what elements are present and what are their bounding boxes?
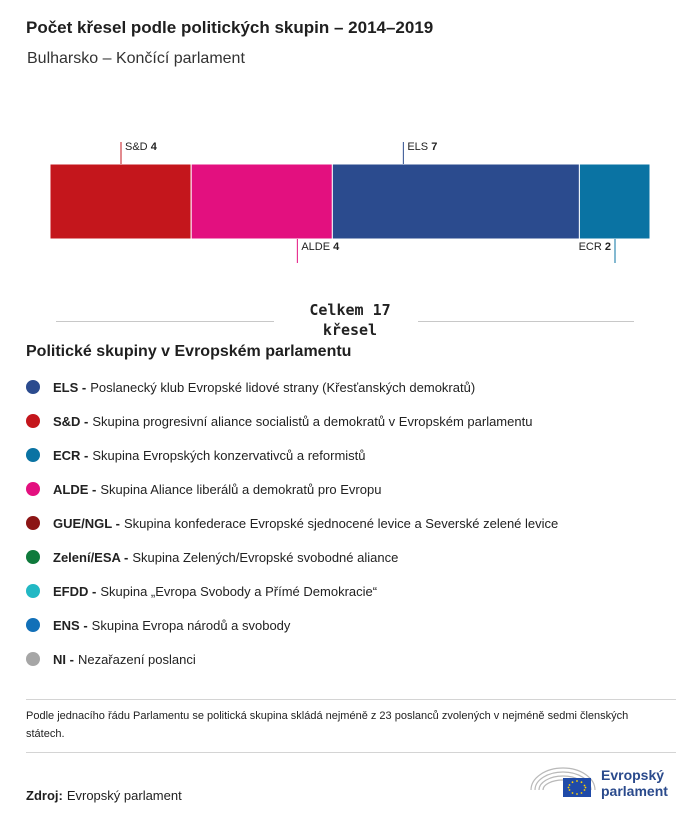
note-divider-bottom (26, 752, 676, 753)
source-label: Zdroj: (26, 788, 63, 803)
legend-dot-icon (26, 482, 40, 496)
legend-abbr: EFDD - (53, 583, 97, 599)
legend-item-alde (26, 472, 676, 506)
segment-label-s-d (125, 141, 158, 153)
legend-text: Nezařazení poslanci (77, 651, 196, 667)
source (26, 788, 182, 803)
legend-text: Skupina Zelených/Evropské svobodné aliance (132, 549, 399, 565)
legend-item-ens (26, 608, 676, 642)
total-label-line2: křesel (322, 321, 378, 339)
total-seats (0, 298, 700, 342)
legend-dot-icon (26, 414, 40, 428)
legend-dot-icon (26, 652, 40, 666)
legend-item-gue-ngl (26, 506, 676, 540)
logo-text-line2: parlament (601, 783, 668, 799)
legend-dot-icon (26, 380, 40, 394)
legend-text: Poslanecký klub Evropské lidové strany (Křesťanských demokratů) (90, 379, 476, 395)
legend (26, 370, 676, 676)
legend-text: Skupina konfederace Evropské sjednocené levice a Severské zelené levice (123, 515, 559, 531)
segment-label-alde (301, 241, 340, 253)
stacked-bar-chart (0, 120, 700, 280)
bar-segment-s-d (50, 164, 191, 239)
segment-name-els: ELS (407, 141, 432, 153)
segment-value-els: 7 (431, 141, 438, 153)
legend-text: Skupina Aliance liberálů a demokratů pro Evropu (100, 481, 382, 497)
logo-text-line1: Evropský (601, 767, 665, 783)
legend-text: Skupina Evropa národů a svobody (91, 617, 291, 633)
bar-segment-ecr (579, 164, 650, 239)
legend-abbr: ELS - (53, 379, 87, 395)
note-divider-top (26, 699, 676, 700)
segment-label-ecr (579, 241, 611, 253)
legend-title: Politické skupiny v Evropském parlamentu (26, 343, 352, 360)
total-label-line1: Celkem 17 (309, 301, 391, 319)
legend-item-efdd (26, 574, 676, 608)
total-divider-left (56, 321, 274, 322)
source-value: Evropský parlament (66, 788, 182, 803)
legend-dot-icon (26, 448, 40, 462)
legend-dot-icon (26, 516, 40, 530)
chart-title: Počet křesel podle politických skupin – 2014–2019 (26, 18, 434, 37)
legend-abbr: NI - (53, 651, 74, 667)
bar-segment-alde (191, 164, 332, 239)
segment-value-alde: 4 (333, 241, 340, 253)
european-parliament-logo (529, 762, 679, 802)
parliament-logo-icon (529, 762, 597, 802)
total-divider-right (418, 321, 634, 322)
logo-text (601, 767, 668, 799)
total-label (280, 300, 420, 340)
legend-item-ni (26, 642, 676, 676)
segment-name-alde: ALDE (301, 241, 334, 253)
legend-abbr: ENS - (53, 617, 88, 633)
segment-label-els (407, 141, 437, 153)
legend-abbr: GUE/NGL - (53, 515, 120, 531)
legend-text: Skupina progresivní aliance socialistů a demokratů v Evropském parlamentu (92, 413, 533, 429)
legend-text: Skupina „Evropa Svobody a Přímé Demokracie“ (100, 583, 378, 599)
legend-text: Skupina Evropských konzervativců a reformistů (92, 447, 366, 463)
legend-abbr: S&D - (53, 413, 89, 429)
legend-dot-icon (26, 550, 40, 564)
legend-item-greens-efa (26, 540, 676, 574)
segment-name-s-d: S&D (125, 141, 151, 153)
legend-abbr: ECR - (53, 447, 89, 463)
legend-item-els (26, 370, 676, 404)
legend-dot-icon (26, 584, 40, 598)
chart-subtitle: Bulharsko – Končící parlament (27, 50, 245, 67)
segment-name-ecr: ECR (578, 241, 605, 253)
legend-item-sd (26, 404, 676, 438)
legend-abbr: ALDE - (53, 481, 97, 497)
bar-segment-els (332, 164, 579, 239)
segment-value-ecr: 2 (604, 241, 611, 253)
footnote: Podle jednacího řádu Parlamentu se politická skupina skládá nejméně z 23 poslanců zvolených v nejméně sedmi členských státech. (26, 710, 629, 740)
legend-abbr: Zelení/ESA - (53, 549, 129, 565)
legend-item-ecr (26, 438, 676, 472)
segment-value-s-d: 4 (150, 141, 157, 153)
legend-dot-icon (26, 618, 40, 632)
